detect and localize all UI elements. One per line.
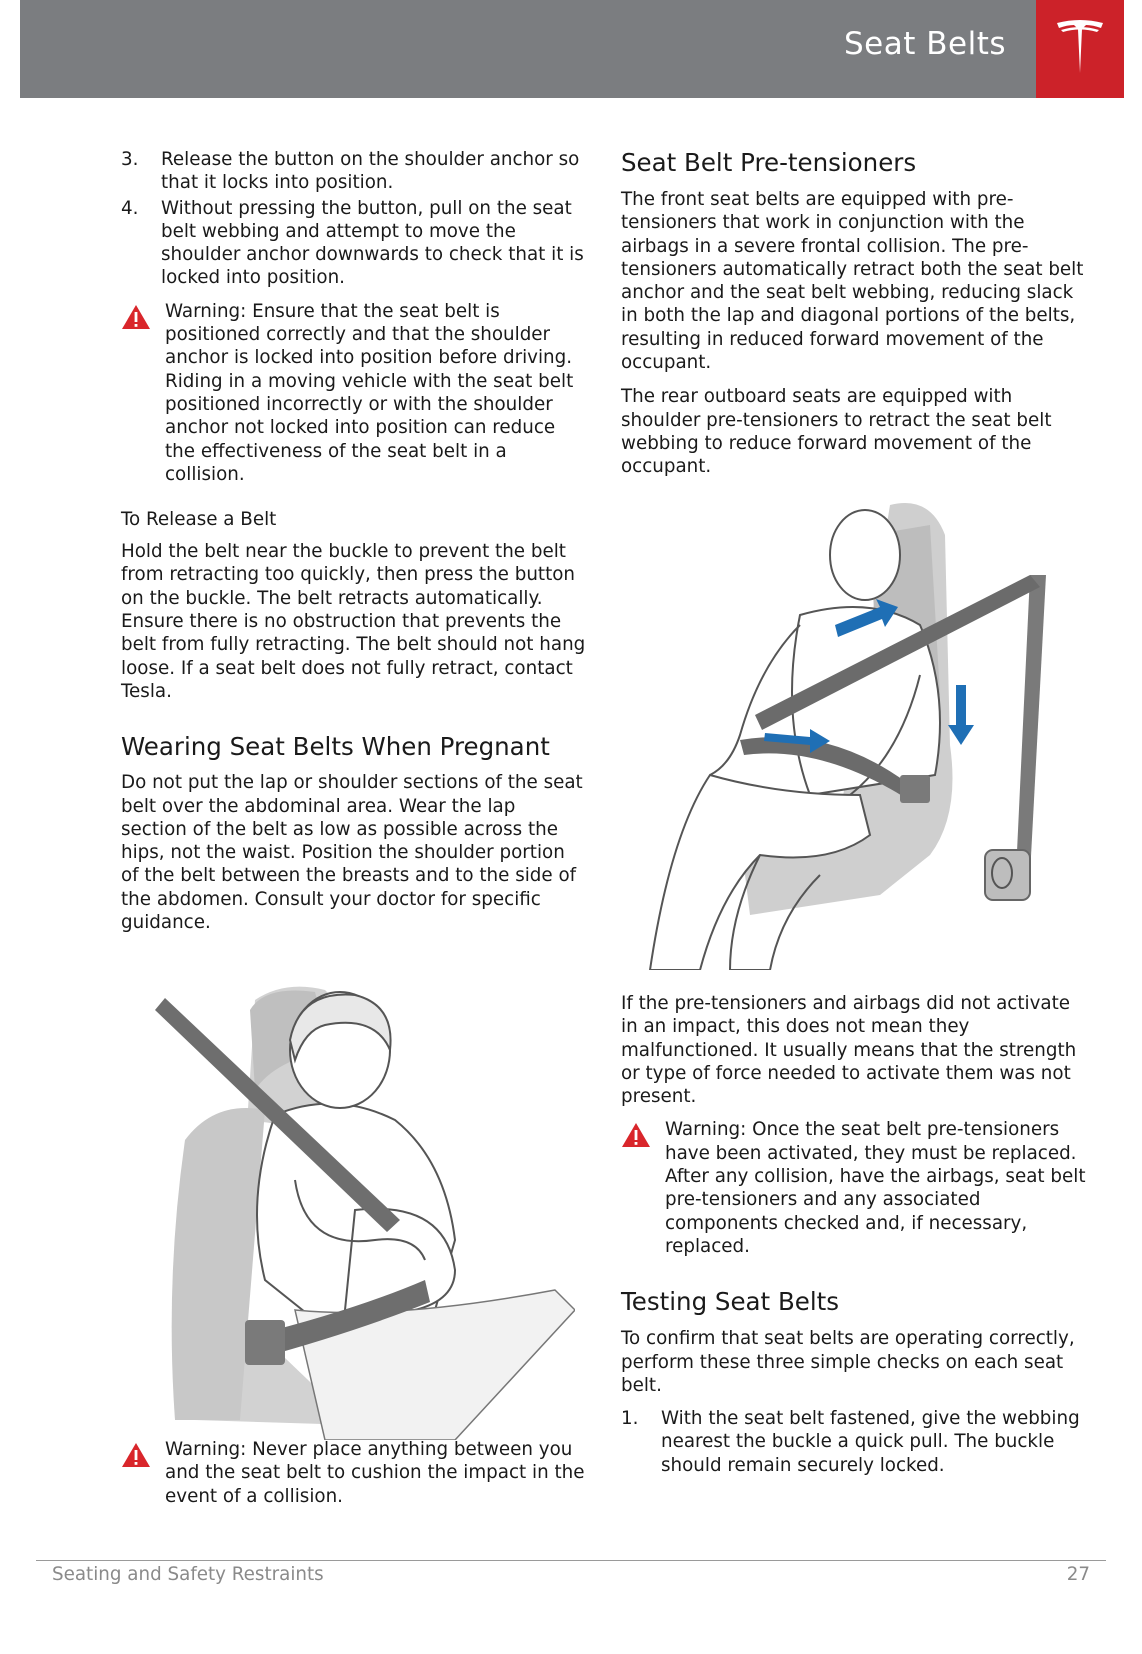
warning-triangle-icon [121, 1442, 151, 1468]
footer-divider [36, 1560, 1106, 1561]
footer-section-title: Seating and Safety Restraints [52, 1564, 324, 1585]
warning-replace-pretensioners [621, 1118, 1086, 1258]
right-lower-column [621, 992, 1086, 1477]
warning-text: Once the seat belt pre-tensioners have been activated, they must be replaced. After any collision, have the airbags, seat belt pre-tensioners and any associated components checked and, if necessary, replaced. [665, 1119, 1086, 1257]
warning-label: Warning: [165, 300, 247, 322]
release-belt-text: Hold the belt near the buckle to prevent the belt from retracting too quickly, then press the button on the buckle. The belt retracts automatically. Ensure there is no obstruction that prevents the belt from fully retracting. The belt should not hang loose. If a seat belt does not fully retract, contact Tesla. [121, 541, 586, 702]
testing-heading: Testing Seat Belts [621, 1287, 840, 1317]
footer-page-number: 27 [1066, 1564, 1090, 1585]
warning-shoulder-anchor [121, 300, 586, 486]
pretensioner-illustration [630, 495, 1070, 970]
warning-cushion [121, 1438, 586, 1508]
step-number: 1. [621, 1408, 639, 1430]
pregnant-text: Do not put the lap or shoulder sections of the seat belt over the abdominal area. Wear the lap section of the belt as low as possible across the hips, not the waist. Position the shoulder portion of the belt between the breasts and to the side of the abdomen. Consult your doctor for specific guidance. [121, 772, 583, 934]
page-header [20, 0, 1036, 98]
release-belt-heading: To Release a Belt [121, 509, 277, 531]
warning-label: Warning: [665, 1119, 747, 1141]
step-3 [121, 148, 586, 195]
step-text: With the seat belt fastened, give the webbing nearest the buckle a quick pull. The buckle should remain securely locked. [661, 1408, 1080, 1476]
warning-label: Warning: [165, 1439, 247, 1460]
page-title: Seat Belts [843, 26, 1006, 62]
pretensioner-heading: Seat Belt Pre-tensioners [621, 148, 917, 177]
warning-text: Ensure that the seat belt is positioned correctly and that the shoulder anchor is locked into position before driving. Riding in a moving vehicle with the seat belt positioned incorrectly or with the shoulder anchor not locked into position can reduce the effectiveness of the seat belt in a collision. [165, 300, 574, 485]
step-text: Release the button on the shoulder anchor so that it locks into position. [161, 149, 580, 194]
pretensioner-paragraph-2: The rear outboard seats are equipped with shoulder pre-tensioners to retract the seat belt webbing to reduce forward movement of the occupant. [621, 386, 1052, 478]
pretensioner-paragraph-1: The front seat belts are equipped with pre-tensioners that work in conjunction with the airbags in a severe frontal collision. The pre-tensioners automatically retract both the seat belt anchor and the seat belt webbing, reducing slack in both the lap and diagonal portions of the belts, resulting in reduced forward movement of the occupant. [621, 189, 1084, 374]
pregnant-heading: Wearing Seat Belts When Pregnant [121, 732, 550, 762]
left-bottom-warning-wrap [121, 1438, 586, 1508]
warning-triangle-icon [121, 304, 151, 330]
warning-text: Never place anything between you and the seat belt to cushion the impact in the event of a collision. [165, 1439, 585, 1507]
step-number: 3. [121, 149, 139, 170]
tesla-logo-icon [1055, 19, 1105, 75]
step-text: Without pressing the button, pull on the seat belt webbing and attempt to move the shoulder anchor downwards to check that it is locked into position. [161, 197, 584, 289]
testing-step-1 [621, 1407, 1086, 1477]
right-column [621, 148, 1086, 479]
left-column [121, 148, 586, 934]
step-number: 4. [121, 197, 139, 219]
impact-paragraph: If the pre-tensioners and airbags did not activate in an impact, this does not mean they malfunctioned. It usually means that the strength or type of force needed to activate them was not present. [621, 993, 1077, 1108]
testing-intro: To confirm that seat belts are operating correctly, perform these three simple checks on each seat belt. [621, 1328, 1075, 1396]
step-4 [121, 197, 586, 290]
warning-triangle-icon [621, 1122, 651, 1148]
pregnant-seat-belt-illustration [155, 980, 575, 1440]
brand-logo-box [1036, 0, 1124, 98]
